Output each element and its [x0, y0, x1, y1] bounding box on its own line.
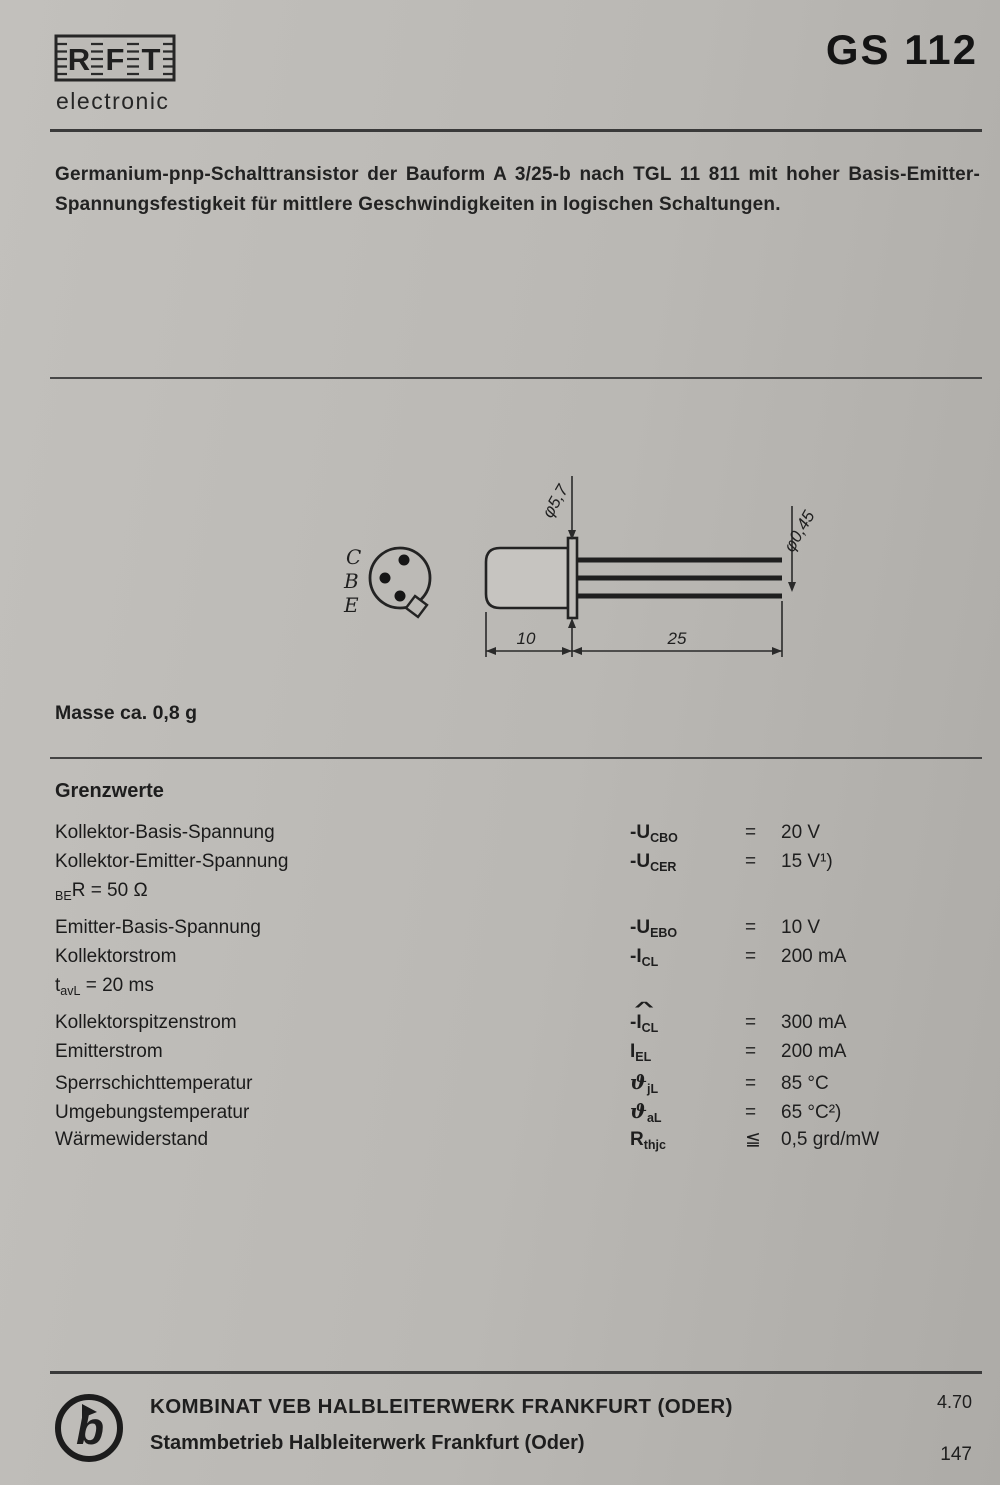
limit-row	[55, 851, 955, 880]
limit-row	[55, 917, 955, 946]
limit-label: Emitterstrom	[55, 1041, 163, 1062]
rft-logo-graphic	[54, 34, 176, 84]
dim-body-length: 10	[516, 629, 536, 648]
rft-logo	[54, 34, 176, 89]
pin-label-b: B	[344, 569, 359, 593]
divider-rule-drawing	[50, 377, 982, 379]
pin-key-notch	[406, 596, 427, 617]
rft-logo-letters	[67, 39, 163, 77]
limit-row	[55, 1099, 955, 1128]
limit-row	[55, 822, 955, 851]
limits-table	[55, 822, 955, 1157]
limits-title: Grenzwerte	[55, 780, 164, 802]
limit-symbol: $-U_{CER}$	[630, 851, 677, 874]
peak-hat-icon: ^	[634, 999, 655, 1014]
pinout-view	[343, 545, 430, 617]
limit-relation: =	[745, 1073, 757, 1094]
limit-relation: =	[745, 822, 757, 843]
limit-symbol: ^ $-I_{CL}$	[630, 1012, 745, 1035]
footer-company-line2: Stammbetrieb Halbleiterwerk Frankfurt (Oder)	[150, 1432, 585, 1454]
pin-label-c: C	[346, 545, 362, 569]
hfo-logo-letter: b	[75, 1402, 105, 1454]
divider-rule-footer	[50, 1371, 982, 1374]
limit-row	[55, 1128, 955, 1157]
limit-value: 20 V	[781, 822, 821, 843]
limit-label: Kollektorspitzenstrom	[55, 1012, 237, 1033]
limit-relation: =	[745, 917, 757, 938]
limit-value: 200 mA	[781, 946, 847, 967]
rft-letter-t: T	[141, 42, 161, 77]
mass-note: Masse ca. 0,8 g	[55, 702, 198, 724]
limit-symbol: $I_{EL}$	[630, 1041, 652, 1064]
limit-relation: =	[745, 1102, 757, 1123]
limit-value: 15 V¹)	[781, 851, 833, 872]
limit-value: 65 °C²)	[781, 1102, 842, 1123]
limit-symbol: $ϑ_{aL}$	[630, 1099, 662, 1125]
pin-labels	[343, 545, 361, 617]
limit-value: 300 mA	[781, 1012, 847, 1033]
limit-value: 0,5 grd/mW	[781, 1129, 880, 1150]
dim-body-diameter: φ5,7	[538, 481, 573, 522]
limit-symbol: $-U_{EBO}$	[630, 917, 678, 940]
limit-label: Wärmewiderstand	[55, 1129, 209, 1150]
package-drawing-graphic	[300, 460, 845, 672]
package-drawing	[300, 460, 845, 677]
document-number: GS 112	[825, 26, 978, 73]
pin-label-e: E	[344, 593, 359, 617]
limit-label: Kollektorstrom	[55, 946, 177, 967]
footer-page-number: 147	[940, 1444, 972, 1465]
hfo-logo	[52, 1391, 126, 1470]
limit-label: Sperrschichttemperatur	[55, 1073, 253, 1094]
package-flange	[568, 538, 577, 618]
limit-relation: =	[745, 1012, 757, 1033]
intro-paragraph: Germanium-pnp-Schalttransistor der Bauform A 3/25-b nach TGL 11 811 mit hoher Basis-Emitter-Spannungsfestigkeit für mittlere Geschwindigkeiten in logischen Schaltungen.	[55, 164, 980, 215]
rft-letter-r: R	[67, 42, 91, 77]
package-body	[486, 548, 568, 608]
limit-value: 85 °C	[781, 1073, 829, 1094]
limit-condition-row	[55, 975, 955, 1004]
package-side-view	[486, 538, 782, 618]
package-leads	[577, 558, 782, 599]
limit-label: Kollektor-Emitter-Spannung	[55, 851, 289, 872]
limit-row	[55, 1070, 955, 1099]
limit-symbol: $ϑ_{jL}$	[630, 1070, 659, 1096]
hfo-logo-graphic	[52, 1391, 126, 1465]
limit-condition: $t_{avL} = 20$ ms	[55, 975, 154, 998]
brand-subtitle: electronic	[56, 88, 170, 114]
limit-symbol: $-U_{CBO}$	[630, 822, 678, 845]
divider-rule-top	[50, 129, 982, 132]
limit-label: Emitter-Basis-Spannung	[55, 917, 261, 938]
rft-letter-f: F	[105, 42, 125, 77]
limit-value: 10 V	[781, 917, 821, 938]
pin-dots	[380, 555, 410, 602]
footer-company-line1: KOMBINAT VEB HALBLEITERWERK FRANKFURT (ODER)	[150, 1395, 733, 1418]
limit-label: Kollektor-Basis-Spannung	[55, 822, 275, 843]
dim-lead-diameter: φ0,45	[779, 507, 819, 556]
limit-relation: =	[745, 1041, 757, 1062]
footer-issue-date: 4.70	[936, 1392, 972, 1412]
limit-row	[55, 1041, 955, 1070]
limit-symbol: $-I_{CL}$	[630, 946, 659, 969]
limit-relation: =	[745, 851, 757, 872]
limit-condition: $_{BE}$R = 50 Ω	[55, 880, 148, 903]
limit-symbol: $R_{thjc}$	[630, 1129, 666, 1152]
limit-relation: =	[745, 946, 757, 967]
divider-rule-limits	[50, 757, 982, 759]
limit-value: 200 mA	[781, 1041, 847, 1062]
limit-label: Umgebungstemperatur	[55, 1102, 250, 1123]
dim-lead-length: 25	[667, 629, 687, 648]
limit-row	[55, 999, 955, 1041]
limit-row	[55, 946, 955, 975]
limit-condition-row	[55, 880, 955, 909]
limit-relation: ≦	[745, 1129, 761, 1150]
